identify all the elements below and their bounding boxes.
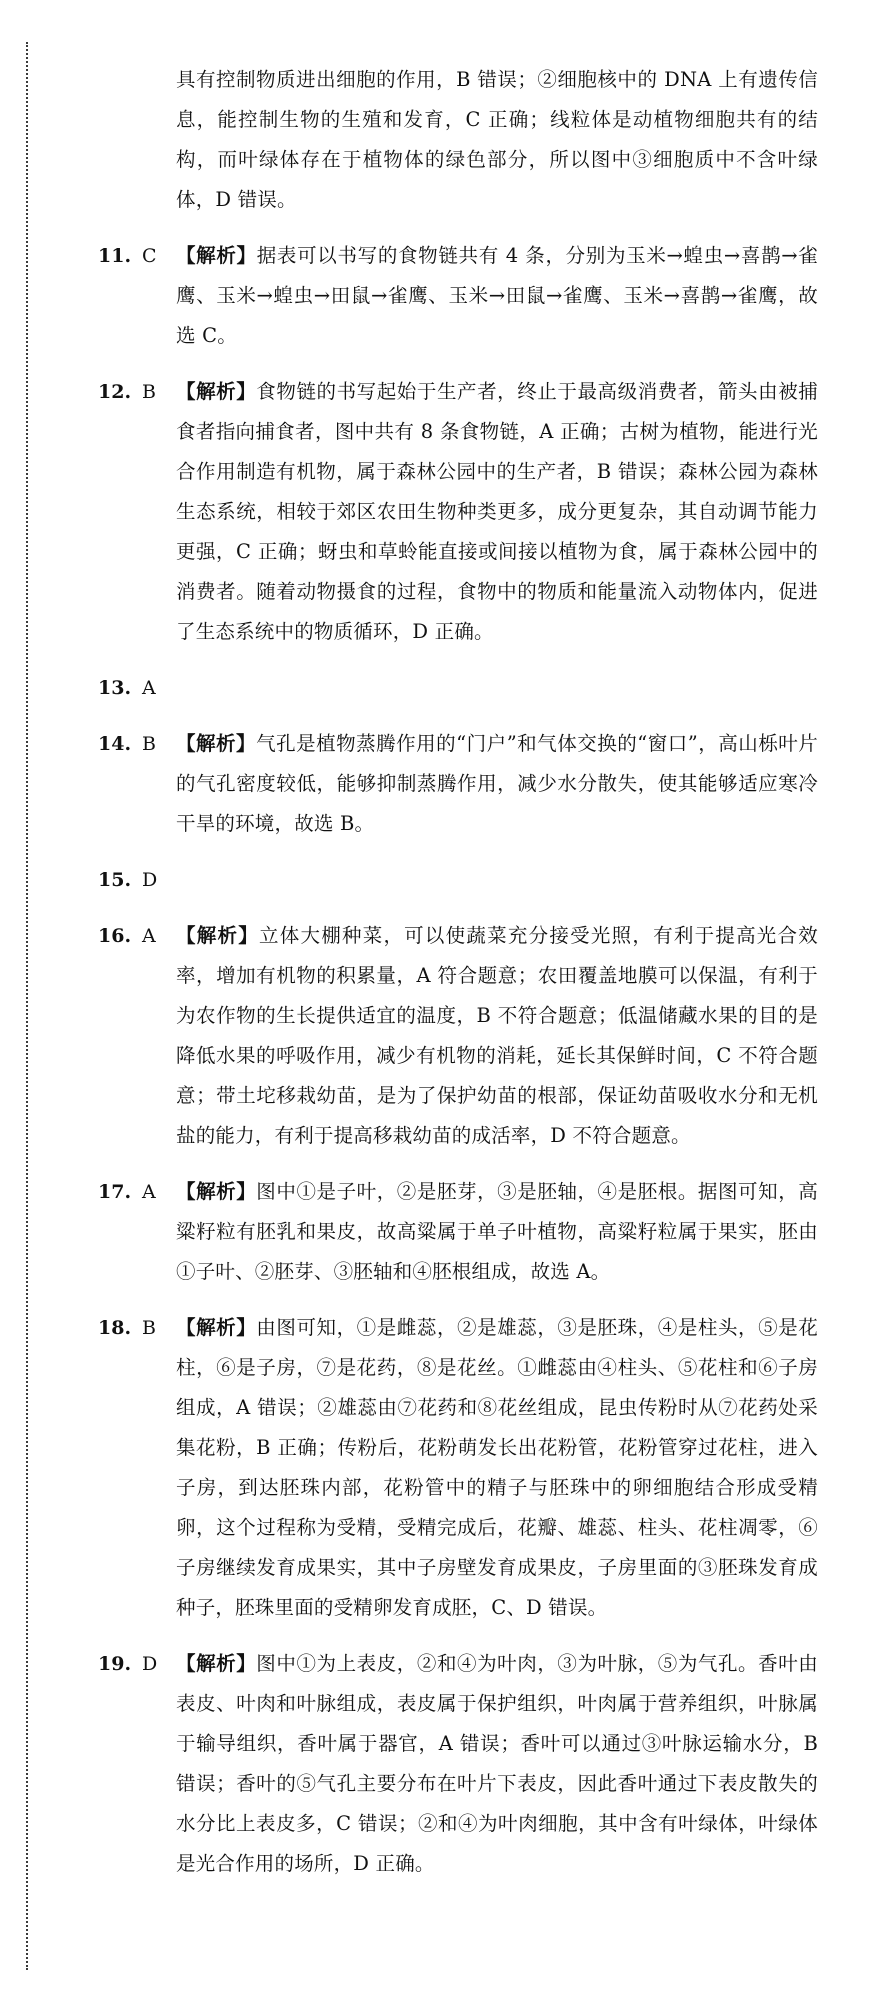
explanation-text: 【解析】据表可以书写的食物链共有 4 条，分别为玉米→蝗虫→喜鹊→雀鹰、玉米→蝗虫→田鼠→雀鹰、玉米→田鼠→雀鹰、玉米→喜鹊→雀鹰，故选 C。 [176,244,818,347]
question-number: 19. [98,1653,132,1675]
list-item [98,372,818,652]
explanation-text: 【解析】由图可知，①是雌蕊，②是雄蕊，③是胚珠，④是柱头，⑤是花柱，⑥是子房，⑦是花药，⑧是花丝。①雌蕊由④柱头、⑤花柱和⑥子房组成，A 错误；②雄蕊由⑦花药和⑧花丝组成，昆虫传粉时从⑦花药处采集花粉，B 正确；传粉后，花粉萌发长出花粉管，花粉管穿过花柱，进入子房，到达胚珠内部，花粉管中的精子与胚珠中的卵细胞结合形成受精卵，这个过程称为受精，受精完成后，花瓣、雄蕊、柱头、花柱凋零，⑥子房继续发育成果实，其中子房壁发育成果皮，子房里面的③胚珠发育成种子，胚珠里面的受精卵发育成胚，C、D 错误。 [176,1316,818,1619]
list-item [98,60,818,220]
answer-letter: D [142,869,158,891]
list-item [98,1644,818,1884]
question-number: 17. [98,1181,132,1203]
answer-letter: B [142,1317,156,1339]
question-number: 15. [98,869,132,891]
list-item [98,1172,818,1292]
dotted-fold-guide [26,42,28,1970]
question-number: 11. [98,245,132,267]
explanation-text: 【解析】气孔是植物蒸腾作用的“门户”和气体交换的“窗口”，高山栎叶片的气孔密度较低，能够抑制蒸腾作用，减少水分散失，使其能够适应寒冷干旱的环境，故选 B。 [176,732,818,835]
answers-list [98,60,818,1884]
list-item [98,860,818,900]
answer-letter: B [142,381,156,403]
question-number: 16. [98,925,132,947]
explanation-text: 【解析】图中①是子叶，②是胚芽，③是胚轴，④是胚根。据图可知，高粱籽粒有胚乳和果皮，故高粱属于单子叶植物，高粱籽粒属于果实，胚由①子叶、②胚芽、③胚轴和④胚根组成，故选 A。 [176,1180,818,1283]
list-item [98,916,818,1156]
answer-letter: A [142,1181,156,1203]
answer-letter: B [142,733,156,755]
answer-letter: A [142,925,156,947]
question-number: 14. [98,733,132,755]
answer-letter: D [142,1653,158,1675]
answer-letter: A [142,677,156,699]
explanation-text: 【解析】图中①为上表皮，②和④为叶肉，③为叶脉，⑤为气孔。香叶由表皮、叶肉和叶脉组成，表皮属于保护组织，叶肉属于营养组织，叶脉属于输导组织，香叶属于器官，A 错误；香叶可以通过③叶脉运输水分，B 错误；香叶的⑤气孔主要分布在叶片下表皮，因此香叶通过下表皮散失的水分比上表皮多，C 错误；②和④为叶肉细胞，其中含有叶绿体，叶绿体是光合作用的场所，D 正确。 [176,1652,818,1875]
list-item [98,1308,818,1628]
explanation-text: 【解析】立体大棚种菜，可以使蔬菜充分接受光照，有利于提高光合效率，增加有机物的积累量，A 符合题意；农田覆盖地膜可以保温，有利于为农作物的生长提供适宜的温度，B 不符合题意；低温储藏水果的目的是降低水果的呼吸作用，减少有机物的消耗，延长其保鲜时间，C 不符合题意；带土坨移栽幼苗，是为了保护幼苗的根部，保证幼苗吸收水分和无机盐的能力，有利于提高移栽幼苗的成活率，D 不符合题意。 [176,924,818,1147]
answer-letter: C [142,245,157,267]
explanation-text: 【解析】食物链的书写起始于生产者，终止于最高级消费者，箭头由被捕食者指向捕食者，图中共有 8 条食物链，A 正确；古树为植物，能进行光合作用制造有机物，属于森林公园中的生产者，B 错误；森林公园为森林生态系统，相较于郊区农田生物种类更多，成分更复杂，其自动调节能力更强，C 正确；蚜虫和草蛉能直接或间接以植物为食，属于森林公园中的消费者。随着动物摄食的过程，食物中的物质和能量流入动物体内，促进了生态系统中的物质循环，D 正确。 [176,380,818,643]
list-item [98,724,818,844]
explanation-text: 具有控制物质进出细胞的作用，B 错误；②细胞核中的 DNA 上有遗传信息，能控制生物的生殖和发育，C 正确；线粒体是动植物细胞共有的结构，而叶绿体存在于植物体的绿色部分，所以图中③细胞质中不含叶绿体，D 错误。 [176,68,818,211]
list-item [98,668,818,708]
question-number: 12. [98,381,132,403]
question-number: 13. [98,677,132,699]
explanation-text [176,668,818,708]
question-number: 18. [98,1317,132,1339]
list-item [98,236,818,356]
explanation-text [176,860,818,900]
